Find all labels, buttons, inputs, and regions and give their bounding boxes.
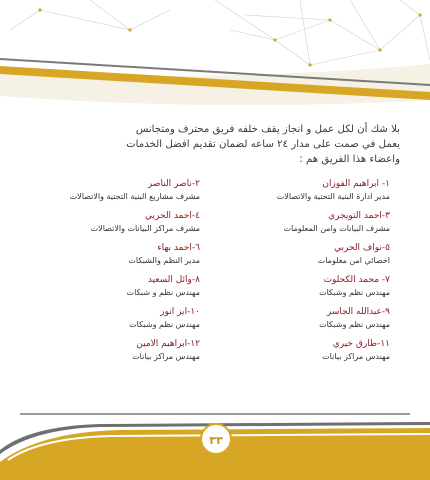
intro-line-3: واعضاء هذا الفريق هم : xyxy=(299,154,400,165)
team-column-left xyxy=(30,178,200,370)
team-member xyxy=(220,306,390,338)
member-role: مهندس نظم وشبكات xyxy=(319,288,390,297)
member-name: ٧- محمد الكحلوت xyxy=(323,275,390,285)
page-number-badge: ٣٣ xyxy=(200,423,232,455)
member-name: ٩-عبدالله الجاسر xyxy=(326,307,390,317)
member-name: ٨-وائل السعيد xyxy=(147,275,200,285)
team-member xyxy=(30,274,200,306)
team-member xyxy=(30,242,200,274)
member-role: مهندس مراكز بيانات xyxy=(132,352,200,361)
member-name: ٦-احمد بهاء xyxy=(157,243,200,253)
team-member xyxy=(220,242,390,274)
member-role: مشرف البيانات وامن المعلومات xyxy=(283,224,390,233)
team-member xyxy=(30,306,200,338)
member-role: مدير ادارة البنية التحتية والاتصالات xyxy=(276,192,390,201)
member-name: ٤-احمد الحربي xyxy=(145,211,200,221)
member-role: مهندس نظم و شبكات xyxy=(126,288,200,297)
member-role: مشرف مراكز البيانات والاتصالات xyxy=(90,224,200,233)
network-nodes xyxy=(38,8,421,66)
header-decoration xyxy=(0,0,430,110)
team-column-right xyxy=(220,178,390,370)
team-member xyxy=(30,210,200,242)
member-role: مشرف مشاريع البنية التحتية والاتصالات xyxy=(69,192,200,201)
intro-line-1: بلا شك أن لكل عمل و انجاز يقف خلفه فريق محترف ومتجانس xyxy=(135,124,400,135)
member-name: ١١-طارق خيري xyxy=(332,339,390,349)
member-name: ٢-ناصر الناصر xyxy=(147,179,200,189)
team-member xyxy=(220,274,390,306)
member-name: ١- ابراهيم الفوزان xyxy=(322,179,390,189)
team-member xyxy=(30,178,200,210)
member-role: مدير النظم والشبكات xyxy=(128,256,200,265)
team-member xyxy=(220,210,390,242)
member-role: مهندس نظم وشبكات xyxy=(319,320,390,329)
team-member xyxy=(220,178,390,210)
member-name: ١٠-ايز انور xyxy=(160,307,200,317)
member-name: ١٢-ابراهيم الامين xyxy=(136,339,200,349)
member-role: اخصائي امن معلومات xyxy=(317,256,390,265)
intro-paragraph xyxy=(30,122,400,167)
network-lines xyxy=(10,0,430,65)
intro-line-2: يعمل في صمت على مدار ٢٤ ساعه لضمان تقديم افضل الخدمات xyxy=(126,139,400,150)
member-name: ٥-نواف الحربي xyxy=(334,243,390,253)
member-name: ٣-احمد التويجري xyxy=(328,211,390,221)
team-member xyxy=(220,338,390,370)
member-role: مهندس نظم وشبكات xyxy=(129,320,200,329)
team-member xyxy=(30,338,200,370)
member-role: مهندس مراكز بيانات xyxy=(322,352,390,361)
